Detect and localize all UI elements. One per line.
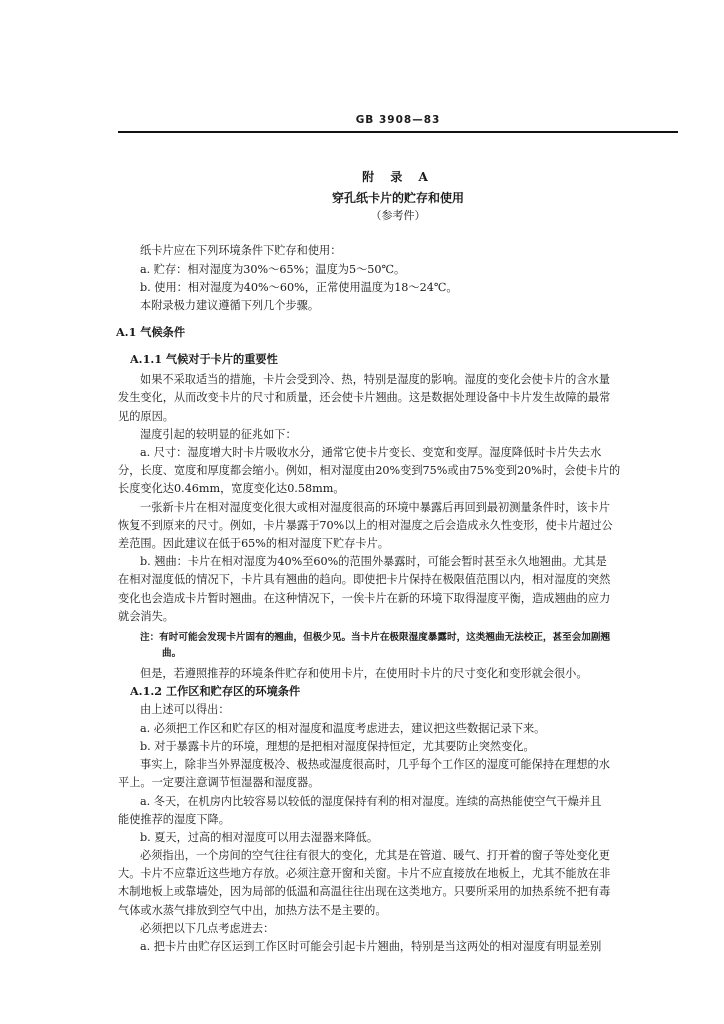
body-line: 气体或水蒸气排放到空气中出，加热方法不是主要的。 <box>118 904 387 917</box>
body-line: a. 冬天，在机房内比较容易以较低的湿度保持有利的相对湿度。连续的高热能使空气干燥并且 <box>140 795 602 808</box>
body-line: 必须指出，一个房间的空气往往有很大的变化，尤其是在管道、暖气、打开着的窗子等处变化更 <box>140 849 610 862</box>
body-line: b. 翘曲：卡片在相对湿度为40%至60%的范围外暴露时，可能会暂时甚至永久地翘曲。尤其是 <box>140 555 607 568</box>
body-line: 在相对湿度低的情况下，卡片具有翘曲的趋向。即使把卡片保持在极限值范围以内，相对湿度的突然 <box>118 573 611 586</box>
body-line: 一张新卡片在相对湿度变化很大或相对湿度很高的环境中暴露后再回到最初测量条件时，该卡片 <box>140 501 610 514</box>
appendix-title: 附 录 A <box>362 170 434 184</box>
appendix-subtitle: 穿孔纸卡片的贮存和使用 <box>331 191 464 205</box>
body-line: 见的原因。 <box>118 410 174 423</box>
body-line: b. 对于暴露卡片的环境，理想的是把相对湿度保持恒定，尤其要防止突然变化。 <box>140 740 535 753</box>
body-line: 变化也会造成卡片暂时翘曲。在这种情况下，一俟卡片在新的环境下取得湿度平衡，造成翘曲的应力 <box>118 592 611 605</box>
body-line: 分，长度、宽度和厚度都会缩小。例如，相对湿度由20%变到75%或由75%变到20%时，会使卡片的 <box>118 464 621 477</box>
body-line: a. 把卡片由贮存区运到工作区时可能会引起卡片翘曲，特别是当这两处的相对湿度有明显差别 <box>140 940 602 953</box>
section-heading: A.1 气候条件 <box>116 326 186 339</box>
body-line: 长度变化达0.46mm，宽度变化达0.58mm。 <box>118 482 345 495</box>
body-line: 本附录极力建议遵循下列几个步骤。 <box>140 299 320 312</box>
body-line: 由上述可以得出： <box>140 703 230 716</box>
note-line: 注：有时可能会发现卡片固有的翘曲，但极少见。当卡片在极限湿度暴露时，这类翘曲无法校正，甚至会加剧翘 <box>140 632 611 643</box>
note-line: 曲。 <box>162 648 182 659</box>
body-line: 湿度引起的较明显的征兆如下： <box>140 428 297 441</box>
body-line: a. 尺寸：湿度增大时卡片吸收水分，通常它使卡片变长、变宽和变厚。湿度降低时卡片失去水 <box>140 446 602 459</box>
body-line: 事实上，除非当外界湿度极冷、极热或湿度很高时，几乎每个工作区的湿度可能保持在理想的水 <box>140 758 610 771</box>
subsection-heading: A.1.1 气候对于卡片的重要性 <box>130 353 278 366</box>
body-line: 必须把以下几点考虑进去： <box>140 922 275 935</box>
subsection-heading: A.1.2 工作区和贮存区的环境条件 <box>130 685 301 698</box>
body-line: 大。卡片不应靠近这些地方存放。必须注意开窗和关窗。卡片不应直接放在地板上，尤其不能放在非 <box>118 867 611 880</box>
body-line: a. 必须把工作区和贮存区的相对湿度和温度考虑进去，建议把这些数据记录下来。 <box>140 722 546 735</box>
body-line: 但是，若遵照推荐的环境条件贮存和使用卡片，在使用时卡片的尺寸变化和变形就会很小。 <box>140 667 588 680</box>
body-line: a. 贮存：相对湿度为30%～65%；温度为5～50℃。 <box>140 263 406 276</box>
body-line: 差范围。因此建议在低于65%的相对湿度下贮存卡片。 <box>118 537 389 550</box>
standard-number: GB 3908—83 <box>355 114 441 126</box>
body-line: 发生变化，从而改变卡片的尺寸和质量，还会使卡片翘曲。这是数据处理设备中卡片发生故障的最常 <box>118 391 611 404</box>
body-line: 平上。一定要注意调节恒湿器和湿度器。 <box>118 776 320 789</box>
appendix-note: （参考件） <box>370 209 426 222</box>
body-line: b. 夏天，过高的相对湿度可以用去湿器来降低。 <box>140 831 379 844</box>
header-rule <box>118 131 678 133</box>
body-line: b. 使用：相对湿度为40%～60%，正常使用温度为18～24℃。 <box>140 281 458 294</box>
body-line: 恢复不到原来的尺寸。例如，卡片暴露于70%以上的相对湿度之后会造成永久性变形，使卡片超过公 <box>118 519 613 532</box>
body-line: 纸卡片应在下列环境条件下贮存和使用： <box>140 244 342 257</box>
body-line: 如果不采取适当的措施，卡片会受到冷、热，特别是湿度的影响。湿度的变化会使卡片的含水量 <box>140 373 610 386</box>
body-line: 能使推荐的湿度下降。 <box>118 813 230 826</box>
body-line: 木制地板上或靠墙处，因为局部的低温和高温往往出现在这类地方。只要所采用的加热系统不把有毒 <box>118 885 611 898</box>
body-line: 就会消失。 <box>118 610 174 623</box>
